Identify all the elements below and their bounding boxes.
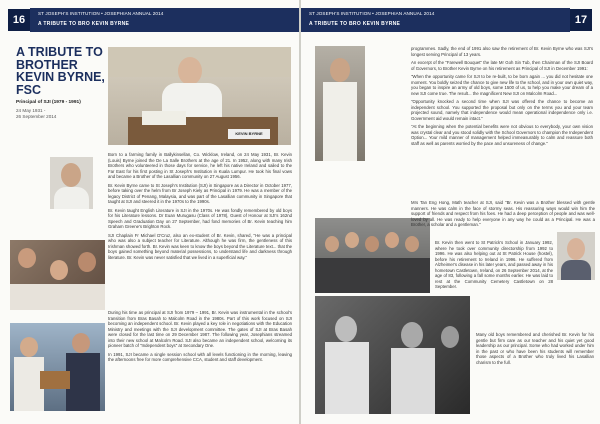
- photo-desk: [108, 47, 291, 145]
- nameplate: KEVIN BYRNE: [228, 129, 270, 139]
- header-band-left: [30, 8, 299, 32]
- face-shape: [178, 57, 202, 85]
- left-body-1: Born to a farming family in Ballykinsellan, Co. Wicklow, Ireland, on 24 May 1931, Br. Kevin (Louis) Byrne joined the De La Salle Brothers at the age of 21. In 1952, along with many Irish Brothers who volunteered in those days for service, he left his native Ireland and sailed to the Far East for his first posting in St Joseph's Institution in Kuala Lumpur. He took his final vows and became a Brother of the Lasallian community on 27 August 1956. Br. Kevin Byrne came to St Joseph's Institution (SJI) in Singapore as a Director in October 1977, before taking over the helm from Br Joseph Kiely as Principal in 1979. He was a member of the legacy District of Penang, Malaysia, and was part of the Lasallian community in Singapore that taught at SJI and steered it in the 1970s to the 1990s. Br. Kevin taught English Literature in SJI in the 1970s. He was fondly remembered by old boys for his Literature lessons. Dr Euan Murugasu (Class of 1978), Guest of Honour at SJI's 162nd Speech and Graduation Day on 27 September, had fond memories of Br. Kevin teaching him Graham Greene's Brighton Rock. SJI Chaplain Fr Michael D'Cruz, also an ex-student of Br. Kevin, shared, "He was a principal who was also a subject teacher for Literature. Although he was firm, the gentleness of this Irishman showed forth. Br. Kevin was keen to know the boys beyond the Literature text... that the boys gained something beyond material possessions, to understand life and darkness through literature. Br. Kevin was never satisfied that we lived in a superficial way.": [108, 152, 292, 260]
- page-number-left: 16: [8, 9, 30, 31]
- right-body-2: Mrs Tan Eng Hong, Math teacher at SJI, said "Br. Kevin was a Brother blessed with gentle manners. He was calm in the face of stormy seas. His reassuring ways would win him the support of friends and respect from his foes. He had a deep perception of people and was well-loved by all. He was ready to help everyone in any way he could as a Principal. He was a Brother, a scholar and a gentleman.": [411, 200, 595, 227]
- photo-event: [315, 296, 470, 414]
- header-title-left: A TRIBUTE TO BRO KEVIN BYRNE: [38, 21, 130, 27]
- photo-group: [10, 240, 105, 310]
- header-top-right: ST JOSEPH'S INSTITUTION • JOSEPHIAN ANNUAL 2014: [309, 11, 435, 16]
- header-top-left: ST JOSEPH'S INSTITUTION • JOSEPHIAN ANNUAL 2014: [38, 11, 164, 16]
- left-body-2: During his time as principal at SJI from 1979 – 1991, Br. Kevin was instrumental in the school's transition from Bras Basah to Malcolm Road in the 1980s. Part of this work focused on SJI becoming an independent school. Br. Kevin played a key role in negotiations with the Education Ministry and meetings with the SJI development committee. The gates of SJI at Bras Basah were closed for the last time on 29 December 1987. The following year, Josephians streamed into their new school at Malcolm Road. SJI also became an independent school, welcoming its pioneer batch of "Independent boys" at Secondary One. In 1991, SJI became a single session school with all levels functioning in the morning, leaving the afternoons free for more comprehensive CCA, student and staff development.: [108, 310, 292, 362]
- header-title-right: A TRIBUTE TO BRO KEVIN BYRNE: [309, 21, 401, 27]
- life-dates: 24 May 1931 - 26 September 2014: [16, 108, 57, 119]
- right-body-1: programmes. Sadly, the end of 1991 also saw the retirement of Br. Kevin Byrne who was SJI's longest serving Principal of 13 years. An excerpt of the "Farewell Bouquet" the late Mr Goh Sin Tub, then Chairman of the SJI Board of Governors, to Brother Kevin Byrne on his retirement as Principal of SJI in December 1991: "When the opportunity came for SJI to be re-built, to be born again ... you did not hesitate one moment. You boldly seized the chance to give new life to the school, and in your own quiet way, you began to inspire an army of old boys, some 1500 of us, to help you make your dream of a new SJI come true. The result... the magnificent New SJI on Malcolm Road... "Opportunity knocked a second time when SJI was offered the chance to become an independent school. You supported the proposal but only on the terms you and your team projected sound, namely that independence would mean operational independence only i.e. Government aid would remain intact." "At the beginning when the potential benefits were not obvious to everybody, your own vision was crystal clear and you stood solidly with the School Governors to champion the Independent Option... Your mild manner of management helped immeasurably to calm and reassure both staff as well as parents worried by the pace and unsureness of change.": [411, 46, 593, 146]
- article-title: A TRIBUTE TO BROTHER KEVIN BYRNE, FSC: [16, 45, 105, 97]
- right-body-4: Many old boys remembered and cherished Br. Kevin for his gentle but firm care as our teacher and his quiet yet good leadership as our principal. Some who had worked under him in the past or who have been his students will remember those aspects of a Brother who truly lived his Lasallian charism to the full.: [476, 332, 594, 365]
- right-page: [301, 0, 600, 424]
- page-number-right: 17: [570, 9, 592, 31]
- photo-elderly: [557, 232, 595, 280]
- photo-presentation: [10, 323, 105, 411]
- right-body-3: Br. Kevin then went to St Patrick's School in January 1992, where he took over community directorship from 1992 to 1996. He was also helping out at St Patrick House (hostel), before his retirement to Ireland in 1996. He suffered from Alzheimer's disease in his later years, and passed away in his hometown Castletown, Ireland, on 26 September 2014, at the age of 83, following a fall some months earlier. He was laid to rest at the Community Cemetery Castletown on 28 September.: [435, 240, 553, 289]
- photo-portrait: [50, 157, 93, 209]
- principal-label: Principal of SJI (1979 - 1991): [16, 100, 81, 105]
- left-page: [0, 0, 299, 424]
- photo-standing: [315, 46, 365, 161]
- header-band-right: [301, 8, 570, 32]
